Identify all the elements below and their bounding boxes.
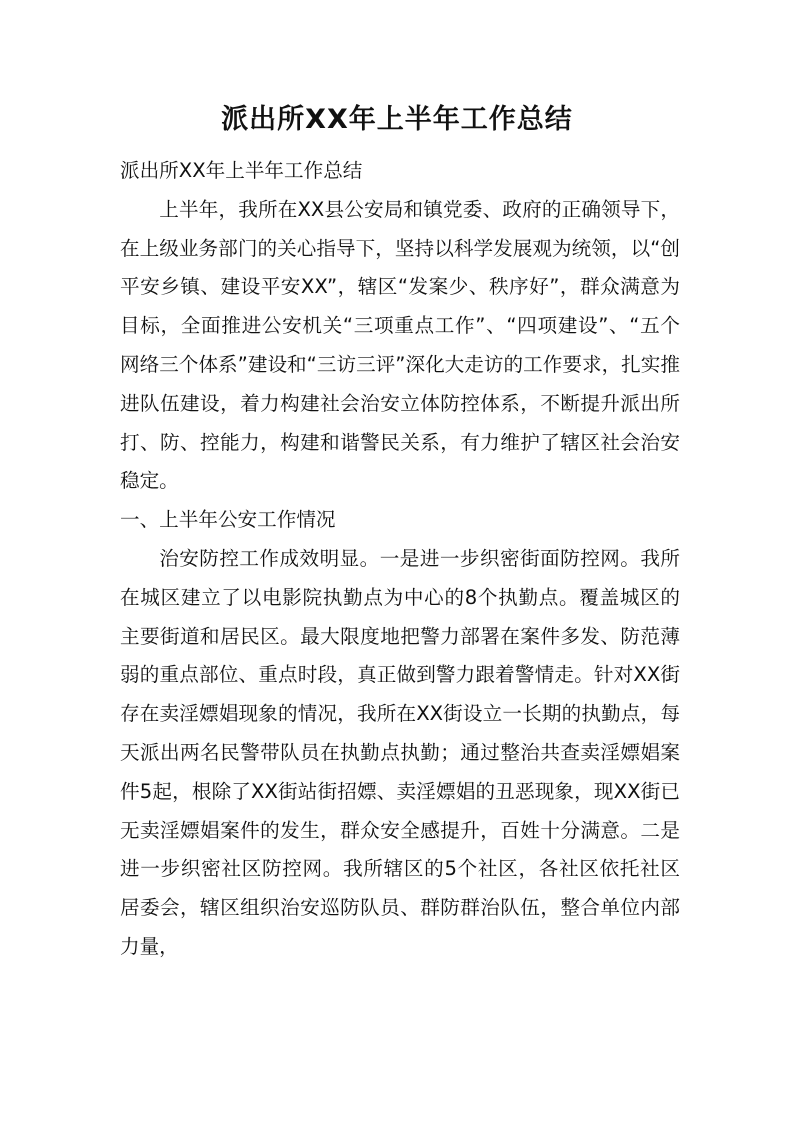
- document-body: [120, 152, 680, 967]
- intro-paragraph: 上半年，我所在XX县公安局和镇党委、政府的正确领导下，在上级业务部门的关心指导下，坚持以科学发展观为统领，以“创平安乡镇、建设平安XX”，辖区“发案少、秩序好”，群众满意为目标，全面推进公安机关“三项重点工作”、“四项建设”、“五个网络三个体系”建设和“三访三评”深化大走访的工作要求，扎实推进队伍建设，着力构建社会治安立体防控体系，不断提升派出所打、防、控能力，构建和谐警民关系，有力维护了辖区社会治安稳定。: [120, 197, 680, 493]
- section-paragraph: 治安防控工作成效明显。一是进一步织密街面防控网。我所在城区建立了以电影院执勤点为中心的8个执勤点。覆盖城区的主要街道和居民区。最大限度地把警力部署在案件多发、防范薄弱的重点部位、重点时段，真正做到警力跟着警情走。针对XX街存在卖淫嫖娼现象的情况，我所在XX街设立一长期的执勤点，每天派出两名民警带队员在执勤点执勤；通过整治共查卖淫嫖娼案件5起，根除了XX街站街招嫖、卖淫嫖娼的丑恶现象，现XX街已无卖淫嫖娼案件的发生，群众安全感提升，百姓十分满意。二是进一步织密社区防控网。我所辖区的5个社区，各社区依托社区居委会，辖区组织治安巡防队员、群防群治队伍，整合单位内部力量，: [120, 546, 680, 958]
- document-subtitle: 派出所XX年上半年工作总结: [120, 159, 363, 182]
- document-title: 派出所XX年上半年工作总结: [221, 104, 573, 135]
- section-heading: 一、上半年公安工作情况: [120, 508, 336, 532]
